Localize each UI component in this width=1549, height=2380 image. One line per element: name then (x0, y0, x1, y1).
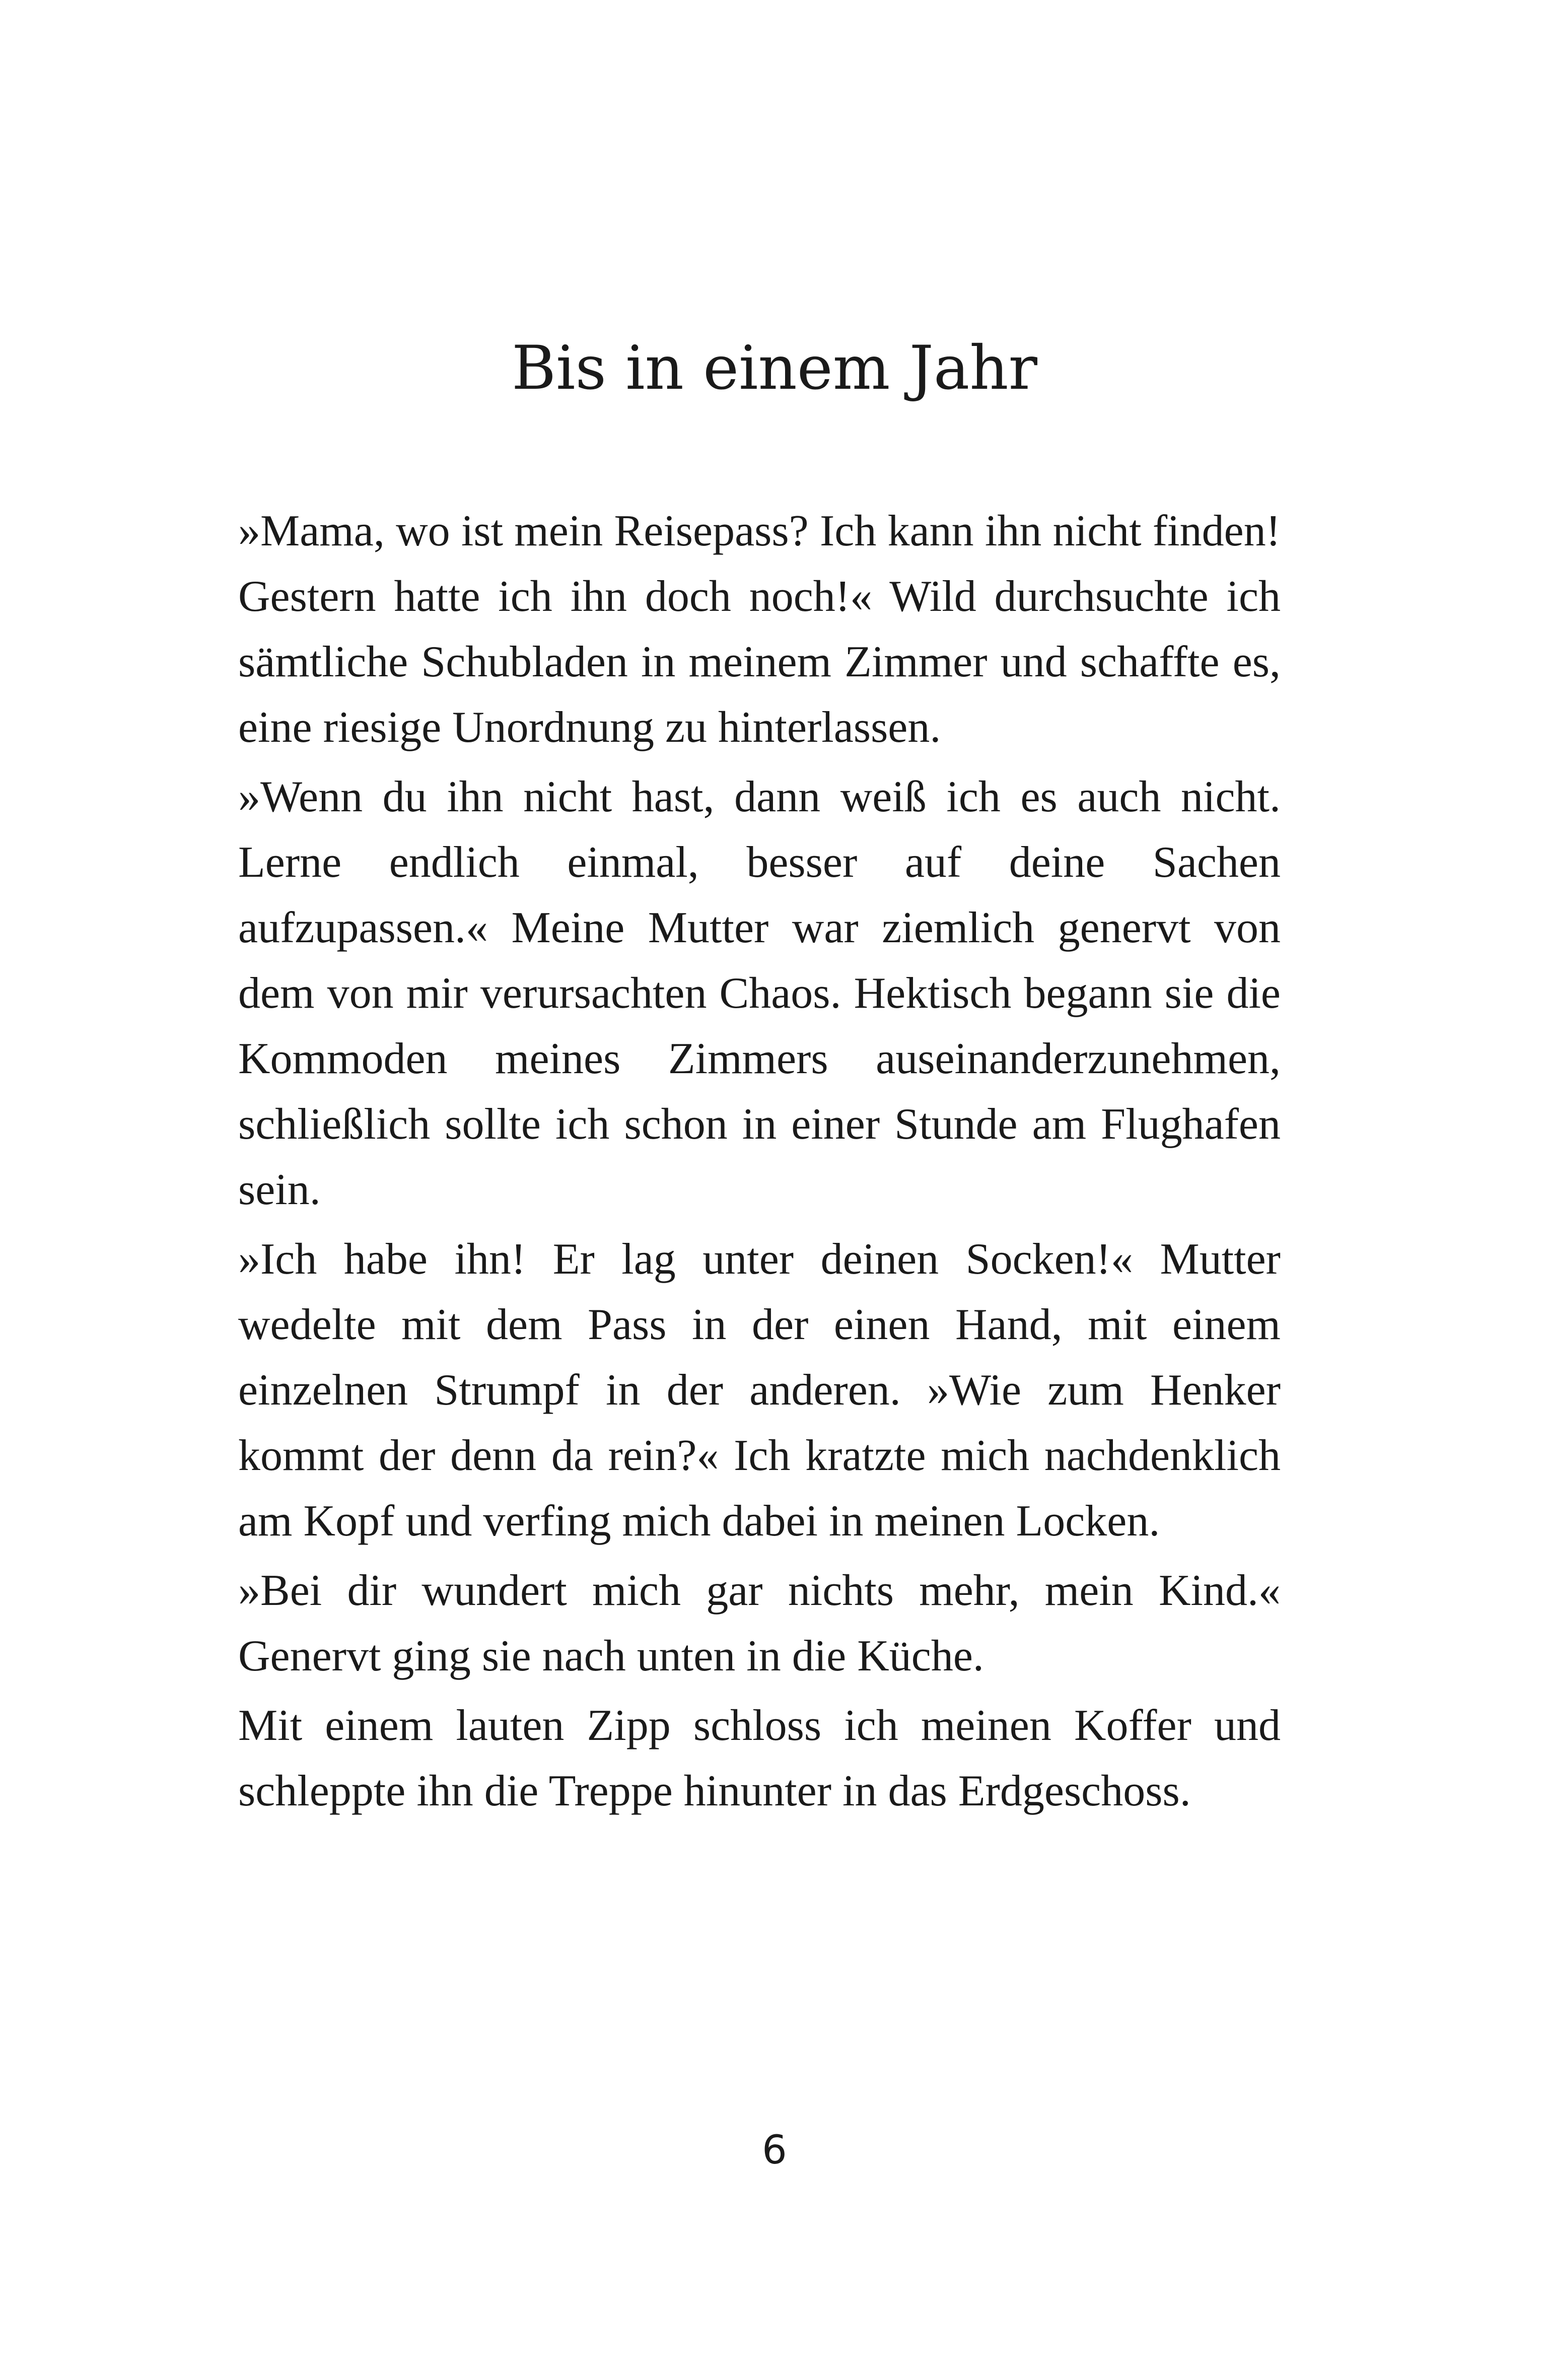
chapter-title: Bis in einem Jahr (511, 333, 1038, 403)
page-number: 6 (762, 2128, 787, 2173)
paragraph: »Mama, wo ist mein Reisepass? Ich kann ihn nicht finden! Gestern hatte ich ihn doch noch!« Wild durchsuchte ich sämtliche Schubladen in meinem Zimmer und schaffte es, eine riesige Unordnung zu hinterlassen. (238, 507, 1281, 752)
paragraph: »Wenn du ihn nicht hast, dann weiß ich es auch nicht. Lerne endlich einmal, besser auf deine Sachen aufzupassen.« Meine Mutter war ziemlich genervt von dem von mir verursachten Chaos. Hektisch begann sie die Kommoden meines Zimmers auseinanderzunehmen, schließlich sollte ich schon in einer Stunde am Flughafen sein. (238, 773, 1281, 1214)
paragraph: Mit einem lauten Zipp schloss ich meinen Koffer und schleppte ihn die Treppe hinunter in das Erdgeschoss. (238, 1701, 1281, 1815)
chapter-body (238, 499, 1281, 1828)
paragraph: »Ich habe ihn! Er lag unter deinen Socken!« Mutter wedelte mit dem Pass in der einen Hand, mit einem einzelnen Strumpf in der anderen. »Wie zum Henker kommt der denn da rein?« Ich kratzte mich nachdenklich am Kopf und verfing mich dabei in meinen Locken. (238, 1235, 1281, 1546)
paragraph: »Bei dir wundert mich gar nichts mehr, mein Kind.« Genervt ging sie nach unten in die Küche. (238, 1566, 1281, 1681)
